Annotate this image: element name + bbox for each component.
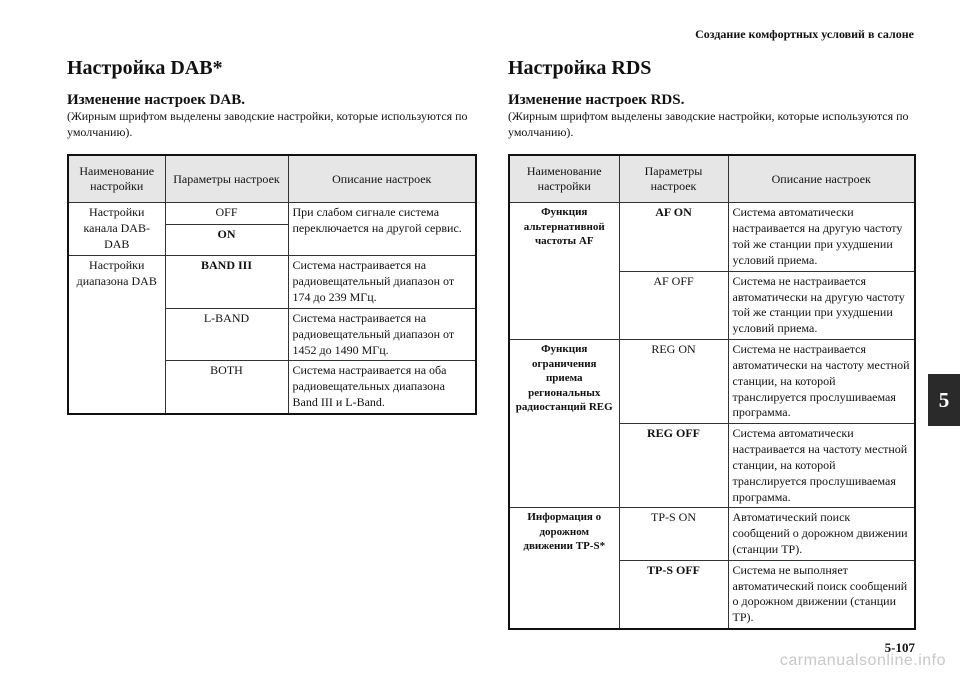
watermark: carmanualsonline.info bbox=[779, 652, 946, 669]
rds-subtitle: Изменение настроек RDS. bbox=[508, 92, 685, 108]
setting-description: Система автоматически настраивается на частоту местной станции, на которой транслируется прослушиваемая программа. bbox=[728, 424, 915, 508]
dab-subtitle: Изменение настроек DAB. bbox=[67, 92, 246, 108]
setting-option: AF ON bbox=[619, 203, 728, 271]
setting-option: OFF bbox=[165, 203, 288, 225]
running-header: Создание комфортных условий в салоне bbox=[695, 27, 914, 41]
dab-title: Настройка DAB* bbox=[67, 57, 223, 79]
setting-description: Система автоматически настраивается на другую частоту той же станции при ухудшении условий приема. bbox=[728, 203, 915, 271]
rds-title: Настройка RDS bbox=[508, 57, 652, 79]
table-row bbox=[509, 203, 915, 271]
column-header: Наименование настройки bbox=[68, 155, 165, 203]
setting-name: Настройки диапазона DAB bbox=[68, 256, 165, 414]
table-row bbox=[509, 508, 915, 560]
table-header-row bbox=[68, 155, 476, 203]
table-row bbox=[68, 203, 476, 225]
setting-option: TP-S OFF bbox=[619, 560, 728, 629]
column-header: Наименование настройки bbox=[509, 155, 619, 203]
table-row bbox=[68, 256, 476, 308]
setting-option: BOTH bbox=[165, 361, 288, 414]
setting-option: BAND III bbox=[165, 256, 288, 308]
table-header-row bbox=[509, 155, 915, 203]
setting-option: TP-S ON bbox=[619, 508, 728, 560]
setting-option: ON bbox=[165, 225, 288, 256]
setting-name: Настройки канала DAB-DAB bbox=[68, 203, 165, 256]
rds-note: (Жирным шрифтом выделены заводские настройки, которые используются по умолчанию). bbox=[508, 109, 909, 139]
setting-name: Функция альтернативной частоты AF bbox=[509, 203, 619, 340]
setting-name: Информация о дорожном движении TP-S* bbox=[509, 508, 619, 629]
dab-table bbox=[67, 154, 477, 414]
dab-section bbox=[67, 56, 477, 415]
setting-option: AF OFF bbox=[619, 271, 728, 339]
column-header: Параметры настроек bbox=[165, 155, 288, 203]
setting-description: Система не настраивается автоматически на другую частоту той же станции при ухудшении условий приема. bbox=[728, 271, 915, 339]
column-header: Описание настроек bbox=[728, 155, 915, 203]
setting-option: REG OFF bbox=[619, 424, 728, 508]
table-row bbox=[509, 340, 915, 424]
column-header: Параметры настроек bbox=[619, 155, 728, 203]
column-header: Описание настроек bbox=[288, 155, 476, 203]
rds-section bbox=[508, 56, 916, 630]
setting-option: REG ON bbox=[619, 340, 728, 424]
setting-name: Функция ограничения приема региональных радиостанций REG bbox=[509, 340, 619, 508]
rds-table bbox=[508, 154, 916, 630]
setting-option: L-BAND bbox=[165, 308, 288, 360]
setting-description: При слабом сигнале система переключается на другой сервис. bbox=[288, 203, 476, 256]
dab-note: (Жирным шрифтом выделены заводские настройки, которые используются по умолчанию). bbox=[67, 109, 468, 139]
chapter-tab: 5 bbox=[928, 374, 960, 426]
setting-description: Система настраивается на оба радиовещательных диапазона Band III и L-Band. bbox=[288, 361, 476, 414]
setting-description: Система настраивается на радиовещательный диапазон от 174 до 239 МГц. bbox=[288, 256, 476, 308]
page-number: 5-107 bbox=[884, 640, 915, 655]
setting-description: Система не выполняет автоматический поиск сообщений о дорожном движении (станции TP). bbox=[728, 560, 915, 629]
setting-description: Система настраивается на радиовещательный диапазон от 1452 до 1490 МГц. bbox=[288, 308, 476, 360]
setting-description: Автоматический поиск сообщений о дорожном движении (станции TP). bbox=[728, 508, 915, 560]
setting-description: Система не настраивается автоматически на частоту местной станции, на которой транслируется прослушиваемая программа. bbox=[728, 340, 915, 424]
